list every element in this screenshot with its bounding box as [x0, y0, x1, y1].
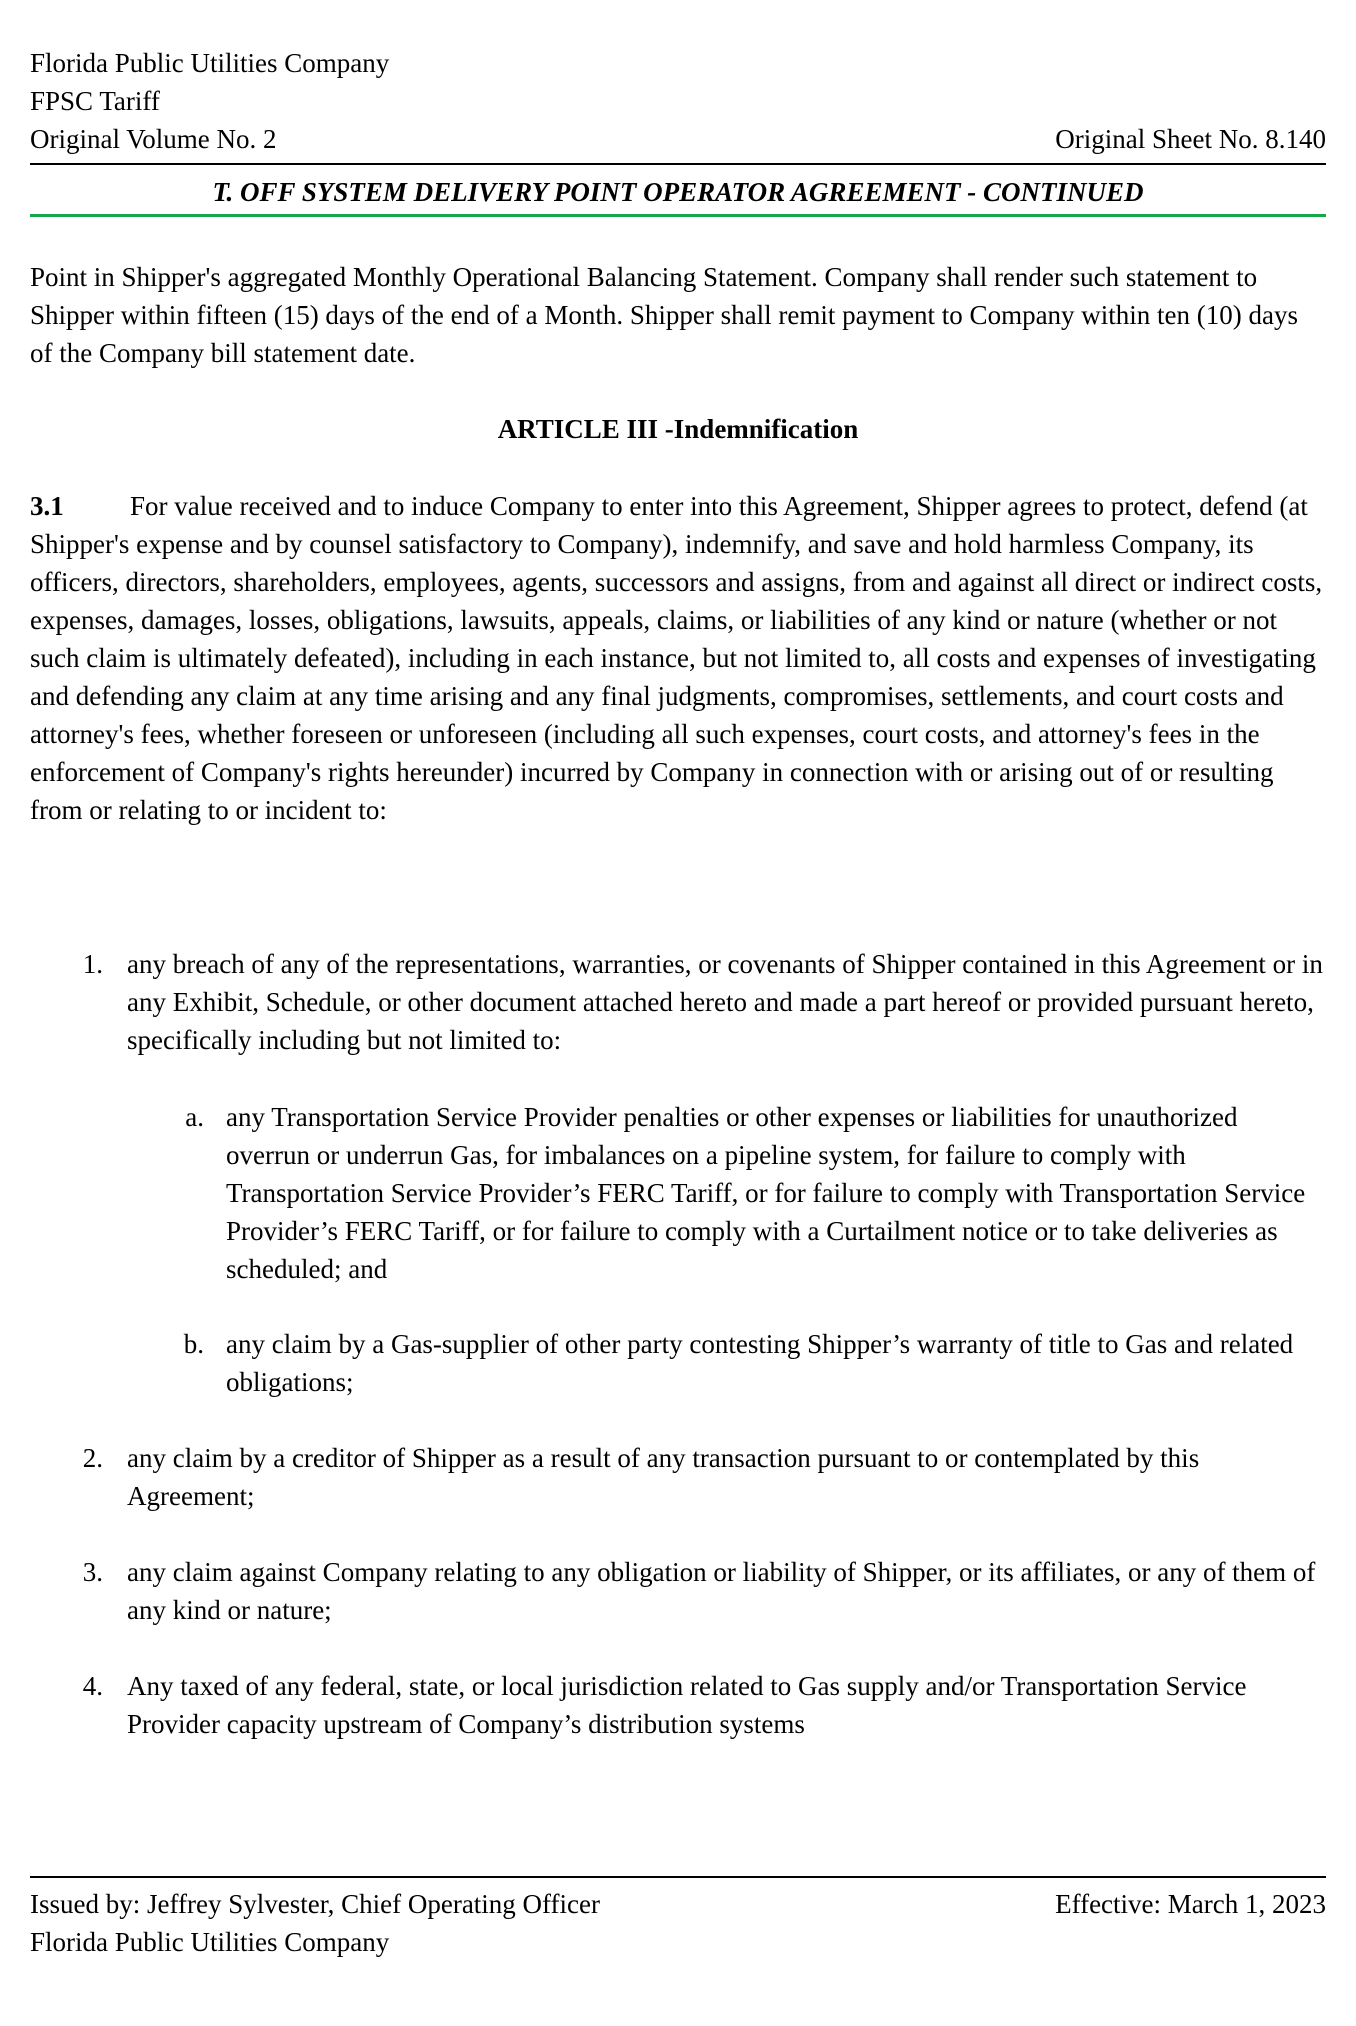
- tariff-sheet: [30, 0, 1326, 2026]
- section-text: For value received and to induce Company to enter into this Agreement, Shipper agrees to protect, defend (at Shipper's expense and by counsel satisfactory to Company), indemnify, and save and hold harmless Company, its officers, directors, shareholders, employees, agents, successors and assigns, from and against all direct or indirect costs, expenses, damages, losses, obligations, lawsuits, appeals, claims, or liabilities of any kind or nature (whether or not such claim is ultimately defeated), including in each instance, but not limited to, all costs and expenses of investigating and defending any claim at any time arising and any final judgments, compromises, settlements, and court costs and attorney's fees, whether foreseen or unforeseen (including all such expenses, court costs, and attorney's fees in the enforcement of Company's rights hereunder) incurred by Company in connection with or arising out of or resulting from or relating to or incident to:: [30, 491, 1323, 825]
- header-company: Florida Public Utilities Company: [30, 48, 390, 78]
- list-item-number: 4.: [82, 1671, 103, 1701]
- section-title: T. OFF SYSTEM DELIVERY POINT OPERATOR AGREEMENT - CONTINUED: [212, 177, 1144, 207]
- section-3-1: [30, 487, 1326, 829]
- section-number: 3.1: [30, 491, 64, 521]
- footer-company: Florida Public Utilities Company: [30, 1927, 390, 1957]
- footer-effective-date: Effective: March 1, 2023: [1055, 1889, 1326, 1919]
- footer-rule: [30, 1876, 1326, 1878]
- list-item-text: any claim against Company relating to any obligation or liability of Shipper, or its affiliates, or any of them of any kind or nature;: [127, 1557, 1316, 1625]
- section-title-rule: [30, 214, 1326, 217]
- sub-list-item-letter: b.: [183, 1329, 204, 1359]
- sub-list-item-text: any claim by a Gas-supplier of other party contesting Shipper’s warranty of title to Gas and related obligations;: [226, 1329, 1294, 1397]
- article-title: ARTICLE III -Indemnification: [497, 414, 859, 444]
- list-item-text: any breach of any of the representations, warranties, or covenants of Shipper contained in this Agreement or in any Exhibit, Schedule, or other document attached hereto and made a part hereof or provided pursuant hereto, specifically including but not limited to:: [127, 949, 1323, 1055]
- list-item-text: any claim by a creditor of Shipper as a result of any transaction pursuant to or contemplated by this Agreement;: [127, 1443, 1200, 1511]
- footer-issued-by: Issued by: Jeffrey Sylvester, Chief Operating Officer: [30, 1889, 601, 1919]
- sub-list-item-text: any Transportation Service Provider penalties or other expenses or liabilities for unauthorized overrun or underrun Gas, for imbalances on a pipeline system, for failure to comply with Transportation Service Provider’s FERC Tariff, or for failure to comply with Transportation Service Provider’s FERC Tariff, or for failure to comply with a Curtailment notice or to take deliveries as scheduled; and: [226, 1102, 1306, 1284]
- header-rule: [30, 163, 1326, 165]
- header-sheet-number: Original Sheet No. 8.140: [1055, 124, 1326, 154]
- list-item-number: 2.: [82, 1443, 103, 1473]
- sub-list-item-letter: a.: [185, 1102, 204, 1132]
- list-item-text: Any taxed of any federal, state, or local jurisdiction related to Gas supply and/or Transportation Service Provider capacity upstream of Company’s distribution systems: [127, 1671, 1247, 1739]
- list-item-number: 3.: [82, 1557, 103, 1587]
- header-volume: Original Volume No. 2: [30, 124, 277, 154]
- header-tariff: FPSC Tariff: [30, 86, 160, 116]
- list-item-number: 1.: [82, 949, 103, 979]
- intro-paragraph: Point in Shipper's aggregated Monthly Operational Balancing Statement. Company shall render such statement to Shipper within fifteen (15) days of the end of a Month. Shipper shall remit payment to Company within ten (10) days of the Company bill statement date.: [30, 262, 1299, 368]
